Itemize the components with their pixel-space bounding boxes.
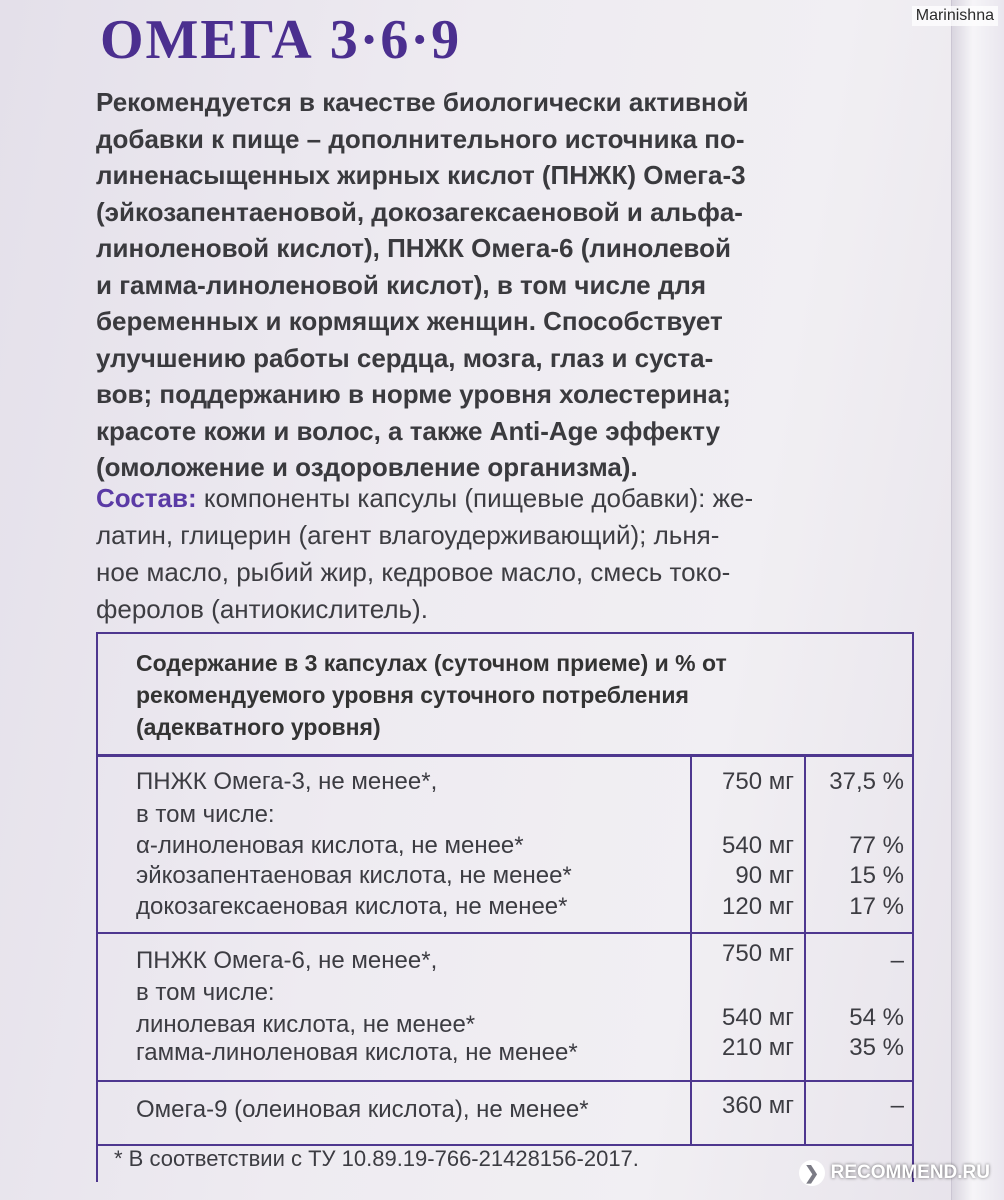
table-row-percent: – (890, 947, 904, 974)
description-line: красоте кожи и волос, а также Anti-Age эффекту (96, 415, 721, 446)
composition-line: ное масло, рыбий жир, кедровое масло, смесь токо- (96, 557, 731, 587)
description-line: линоленовой кислот), ПНЖК Омега-6 (линолевой (96, 233, 731, 263)
recommend-watermark-text: RECOMMEND.RU (830, 1162, 990, 1183)
table-row-amount: 750 мг (722, 768, 794, 795)
table-row-name: эйкозапентаеновая кислота, не менее* (136, 862, 572, 889)
table-row-name: в том числе: (136, 801, 275, 828)
recommend-watermark (799, 1160, 990, 1186)
composition-label: Состав: (96, 483, 197, 513)
composition-line: феролов (антиокислитель). (96, 594, 428, 624)
table-row-name: линолевая кислота, не менее* (136, 1011, 476, 1038)
description-line: и гамма-линоленовой кислот), в том числе для (96, 269, 707, 300)
table-row-percent: 15 % (849, 862, 904, 889)
composition-text: компоненты капсулы (пищевые добавки): же- (196, 483, 754, 513)
table-header (98, 634, 912, 757)
description-line: (омоложение и оздоровление организма). (96, 452, 638, 482)
description-line: вов; поддержанию в норме уровня холестерина; (96, 379, 731, 409)
description-line: улучшению работы сердца, мозга, глаз и суста- (96, 342, 714, 373)
description-line: Рекомендуется в качестве биологически активной (96, 87, 749, 117)
nutrition-table (96, 632, 914, 1182)
table-row-name: гамма-линоленовая кислота, не менее* (136, 1039, 578, 1066)
product-title: ОМЕГА 3·6·9 (100, 9, 462, 71)
description (96, 84, 916, 486)
table-header-line: (адекватного уровня) (136, 714, 381, 740)
table-row-amount: 540 мг (722, 832, 794, 859)
composition-line: латин, глицерин (агент влагоудерживающий); льня- (96, 520, 720, 550)
package-edge (951, 0, 1004, 1200)
description-line: добавки к пище – дополнительного источника по- (96, 123, 745, 154)
table-row-percent: 35 % (849, 1034, 904, 1061)
composition (96, 480, 916, 628)
column-divider (690, 754, 692, 1144)
group-divider (98, 932, 912, 934)
table-header-line: рекомендуемого уровня суточного потребления (136, 682, 689, 708)
table-row-name: α-линоленовая кислота, не менее* (136, 832, 524, 859)
table-row-percent: 54 % (849, 1004, 904, 1031)
table-row-amount: 120 мг (722, 893, 794, 920)
table-row-percent: 37,5 % (829, 768, 904, 795)
table-row-amount: 540 мг (722, 1004, 794, 1031)
table-row-amount: 90 мг (735, 862, 794, 889)
table-row-amount: 360 мг (722, 1092, 794, 1119)
description-line: (эйкозапентаеновой, докозагексаеновой и альфа- (96, 196, 743, 227)
table-row-amount: 210 мг (722, 1034, 794, 1061)
column-divider (804, 754, 806, 1144)
table-row-amount: 750 мг (722, 940, 794, 967)
table-row-percent: 77 % (849, 832, 904, 859)
table-footnote: * В соответствии с ТУ 10.89.19-766-21428156-2017. (114, 1146, 639, 1171)
table-row-name: ПНЖК Омега-3, не менее*, (136, 768, 438, 795)
group-divider (98, 1080, 912, 1082)
table-row-percent: 17 % (849, 893, 904, 920)
table-row-name: докозагексаеновая кислота, не менее* (136, 893, 568, 920)
table-row-name: в том числе: (136, 979, 275, 1006)
description-line: беременных и кормящих женщин. Способствует (96, 306, 723, 336)
recommend-logo-icon: ❯ (799, 1160, 825, 1186)
user-watermark: Marinishna (912, 6, 998, 26)
table-row-name: Омега-9 (олеиновая кислота), не менее* (136, 1096, 589, 1123)
table-row-percent: – (890, 1092, 904, 1119)
table-row-name: ПНЖК Омега-6, не менее*, (136, 947, 438, 974)
description-line: линенасыщенных жирных кислот (ПНЖК) Омега-3 (96, 160, 746, 190)
composition-line (96, 480, 916, 517)
table-header-line: Содержание в 3 капсулах (суточном приеме) и % от (136, 650, 727, 676)
